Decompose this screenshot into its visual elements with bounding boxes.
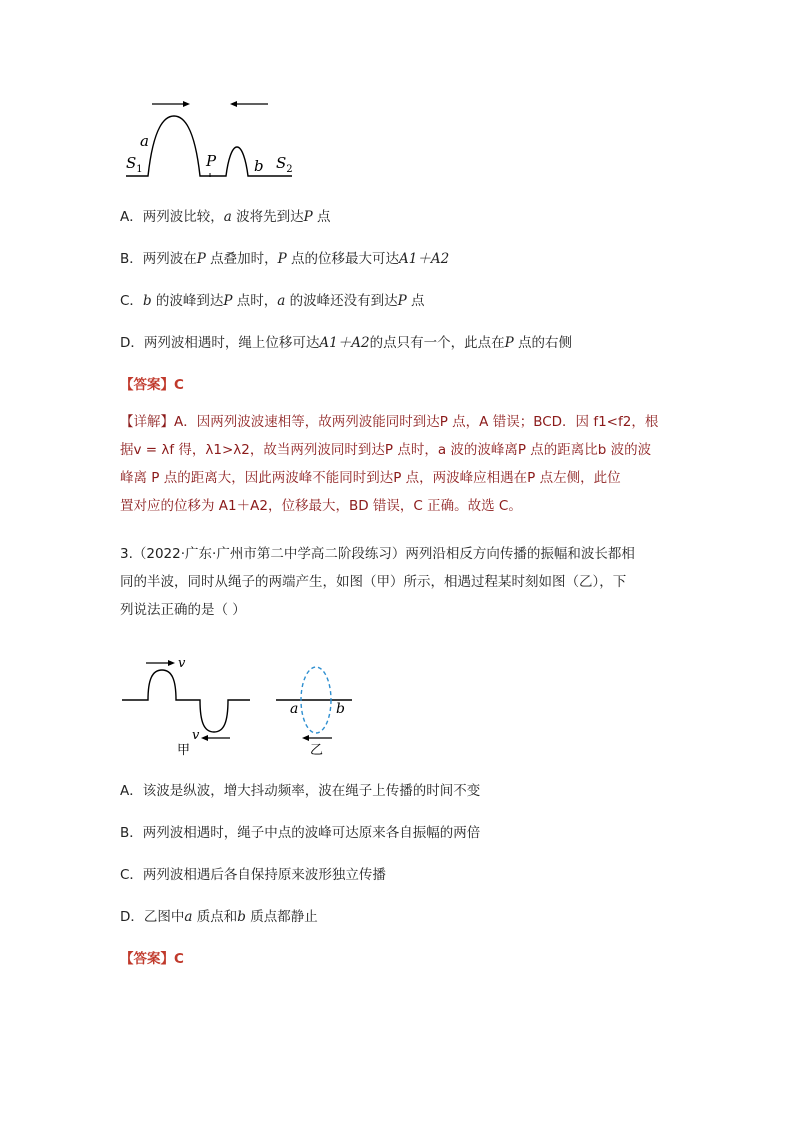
svg-text:v: v xyxy=(192,728,200,743)
question-3-stem: 3.（2022·广东·广州市第二中学高二阶段练习）两列沿相反方向传播的振幅和波长都相 同的半波，同时从绳子的两端产生，如图（甲）所示，相遇过程某时刻如图（乙），下 列说法正确的是（ ） xyxy=(120,546,635,618)
label-s2: $S_2$ xyxy=(276,154,293,175)
q3-option-c: C．两列波相遇后各自保持原来波形独立传播 xyxy=(120,867,386,883)
svg-text:b: b xyxy=(336,701,345,717)
q3-option-a: A．该波是纵波，增大抖动频率，波在绳子上传播的时间不变 xyxy=(120,783,481,799)
option-c: C．b 的波峰到达P 点时，a 的波峰还没有到达P 点 xyxy=(120,293,425,309)
wave-figure-2 xyxy=(0,650,794,780)
q3-option-b: B．两列波相遇时，绳子中点的波峰可达原来各自振幅的两倍 xyxy=(120,825,481,841)
answer-q3: 【答案】C xyxy=(120,951,184,967)
svg-text:v: v xyxy=(178,656,186,671)
option-a: A．两列波比较，a 波将先到达P 点 xyxy=(120,209,331,225)
detail-explanation: 【详解】A．因两列波波速相等，故两列波能同时到达P 点，A 错误；BCD．因 f1<f2，根 据v = λf 得，λ1>λ2，故当两列波同时到达P 点时，a 波的波峰离P 点的距离比b 波的波 峰离 P 点的距离大，因此两波峰不能同时到达P 点，两波峰应相遇在P 点左侧，此位 置对应的位移为 A1＋A2，位移最大，BD 错误，C 正确。故选 C。 xyxy=(120,414,659,514)
option-d: D．两列波相遇时，绳上位移可达A1＋A2的点只有一个，此点在P 点的右侧 xyxy=(120,335,572,351)
option-b: B．两列波在P 点叠加时，P 点的位移最大可达A1＋A2 xyxy=(120,251,450,267)
label-p: P xyxy=(206,152,217,170)
svg-text:a: a xyxy=(290,701,299,717)
label-b: b xyxy=(254,157,264,175)
q3-option-d: D．乙图中a 质点和b 质点都静止 xyxy=(120,909,318,925)
label-s1: $S_1$ xyxy=(126,154,143,175)
svg-text:乙: 乙 xyxy=(310,743,324,758)
svg-text:甲: 甲 xyxy=(177,743,191,758)
answer-q2: 【答案】C xyxy=(120,377,184,393)
label-a: a xyxy=(140,132,149,150)
